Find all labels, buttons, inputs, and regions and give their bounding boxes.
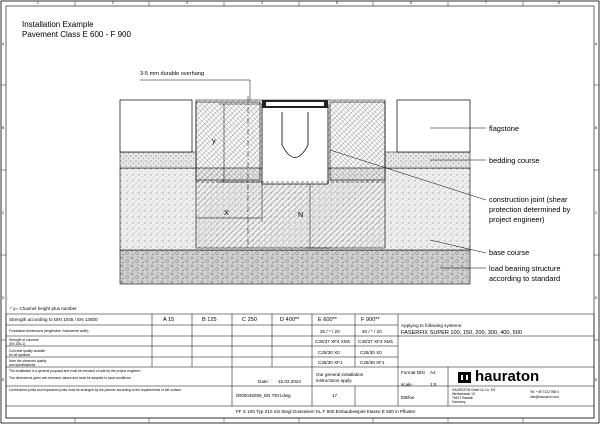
label-bedding: bedding course: [489, 156, 540, 165]
label-load-1: load bearing structure: [489, 264, 561, 273]
channel-invert: [282, 112, 308, 158]
dim-y-label: y: [212, 136, 216, 145]
class-note-3a: Note the observed quality: [9, 359, 47, 363]
footnote: * y= Channel height plus number: [10, 306, 77, 311]
row2-f900: C30/37 XF4 XM1: [358, 339, 394, 344]
dim-n-label: N: [298, 210, 304, 219]
row-letter: B: [2, 126, 5, 130]
paragraph-3: Construction joints and expansion joints must be arranged by the planner according to the requirements of the surface.: [9, 388, 183, 392]
scale-value: 1:5: [430, 382, 437, 387]
row1-f900: 20 / * / 20: [362, 329, 382, 334]
company-address-3: 76437 Rastatt: [452, 396, 473, 400]
general-note-1: Our general installation: [316, 372, 364, 377]
applying-label: Applying to following systems:: [401, 323, 463, 328]
class-d400: D 400**: [280, 317, 300, 323]
hauraton-logo-icon: [458, 372, 471, 383]
grating-frame: [266, 102, 324, 106]
col-number: 4: [261, 1, 263, 5]
title-line-2: Pavement Class E 600 - F 900: [22, 30, 131, 39]
bottom-line: FF S 100 Typ 010 mit Stegl.Gusseisen KL F 900 Einbaubeispiel Klasse E 600 in Pflaster: [236, 409, 416, 414]
company-address-2: Werkstrasse 13: [452, 392, 475, 396]
row-letter: C: [2, 211, 5, 215]
date-value: 15.02.2024: [278, 379, 301, 384]
row4-e600: C25/30 XF1: [318, 360, 343, 365]
paver-left: [196, 102, 260, 180]
row-letter: A: [595, 42, 598, 46]
class-f900: F 900**: [361, 317, 380, 323]
row2-e600: C30/37 XF4 XM1: [315, 339, 351, 344]
company-name: hauraton: [475, 368, 540, 385]
col-number: 5: [336, 1, 338, 5]
row-letter: D: [2, 296, 5, 300]
flagstone-left: [120, 100, 192, 152]
row3-f900: C25/30 X0: [360, 350, 382, 355]
label-flagstone: flagstone: [489, 124, 519, 133]
flagstone-right: [397, 100, 470, 152]
doc-code: 0000045059_EN TEH.dwg: [236, 393, 291, 398]
col-number: 2: [112, 1, 114, 5]
company-phone: Tel. +49 7222 958 0: [530, 390, 560, 394]
class-a15: A 15: [163, 317, 175, 323]
label-base: base course: [489, 248, 530, 257]
class-c250: C 250: [242, 317, 257, 323]
drawn-value: EB/kw: [401, 395, 415, 400]
row-letter: D: [595, 296, 598, 300]
date-label: Date:: [258, 379, 269, 384]
class-note-3b: and specifications: [9, 363, 36, 367]
label-joint-1: construction joint (shear: [489, 195, 568, 204]
dim-x-label: X: [224, 208, 229, 217]
row-letter: A: [2, 42, 5, 46]
systems: FASERFIX SUPER 100, 150, 200, 300, 400, 500: [401, 330, 522, 336]
label-joint-3: project engineer): [489, 215, 545, 224]
format-label: Format DIN: [401, 370, 425, 375]
class-note-1b: (EN 206-1): [9, 342, 26, 346]
scale-label: scale: [401, 382, 412, 387]
row3-e600: C25/30 X0: [318, 350, 340, 355]
col-number: 7: [485, 1, 487, 5]
col-number: 1: [37, 1, 39, 5]
format-value: A4: [430, 370, 436, 375]
row1-label: Foundation dimensions (lengthwise / transverse width): [9, 329, 89, 333]
class-b125: B 125: [202, 317, 217, 323]
page-number: 17: [332, 393, 338, 398]
class-note-2b: for all systems: [9, 353, 31, 357]
title-line-1: Installation Example: [22, 20, 94, 29]
paragraph-1: The installation is a general proposal and must be checked on site by the project engineer.: [9, 369, 141, 373]
class-note-2a: Concrete quality suitable: [9, 349, 46, 353]
row4-f900: C25/30 XF1: [360, 360, 385, 365]
paver-right: [330, 102, 385, 180]
company-email: info@hauraton.com: [530, 395, 559, 399]
class-note-1a: Strength of concrete: [9, 338, 39, 342]
overhang-label: 3-5 mm durable overhang: [140, 71, 205, 77]
company-address-1: HAURATON GmbH & Co. KG: [452, 388, 496, 392]
col-number: 8: [558, 1, 560, 5]
row-letter: C: [595, 211, 598, 215]
label-load-2: according to standard: [489, 274, 561, 283]
bedding-course-left: [120, 152, 196, 168]
general-note-2: instructions apply.: [316, 378, 353, 383]
class-e600: E 600**: [318, 317, 337, 323]
row-letter: B: [595, 126, 598, 130]
col-number: 3: [186, 1, 188, 5]
row-letter: E: [2, 378, 5, 382]
paragraph-2: The dimensions given are minimum values and must be adapted to local conditions.: [9, 376, 132, 380]
company-address-4: Germany: [452, 400, 466, 404]
row1-e600: 20 / * / 20: [320, 329, 340, 334]
col-number: 6: [410, 1, 412, 5]
label-joint-2: protection determined by: [489, 205, 571, 214]
load-bearing-structure: [120, 250, 470, 284]
row-letter: E: [595, 378, 598, 382]
table-header-left: Strength according to DIN 1045 / EN 13500: [9, 317, 98, 322]
